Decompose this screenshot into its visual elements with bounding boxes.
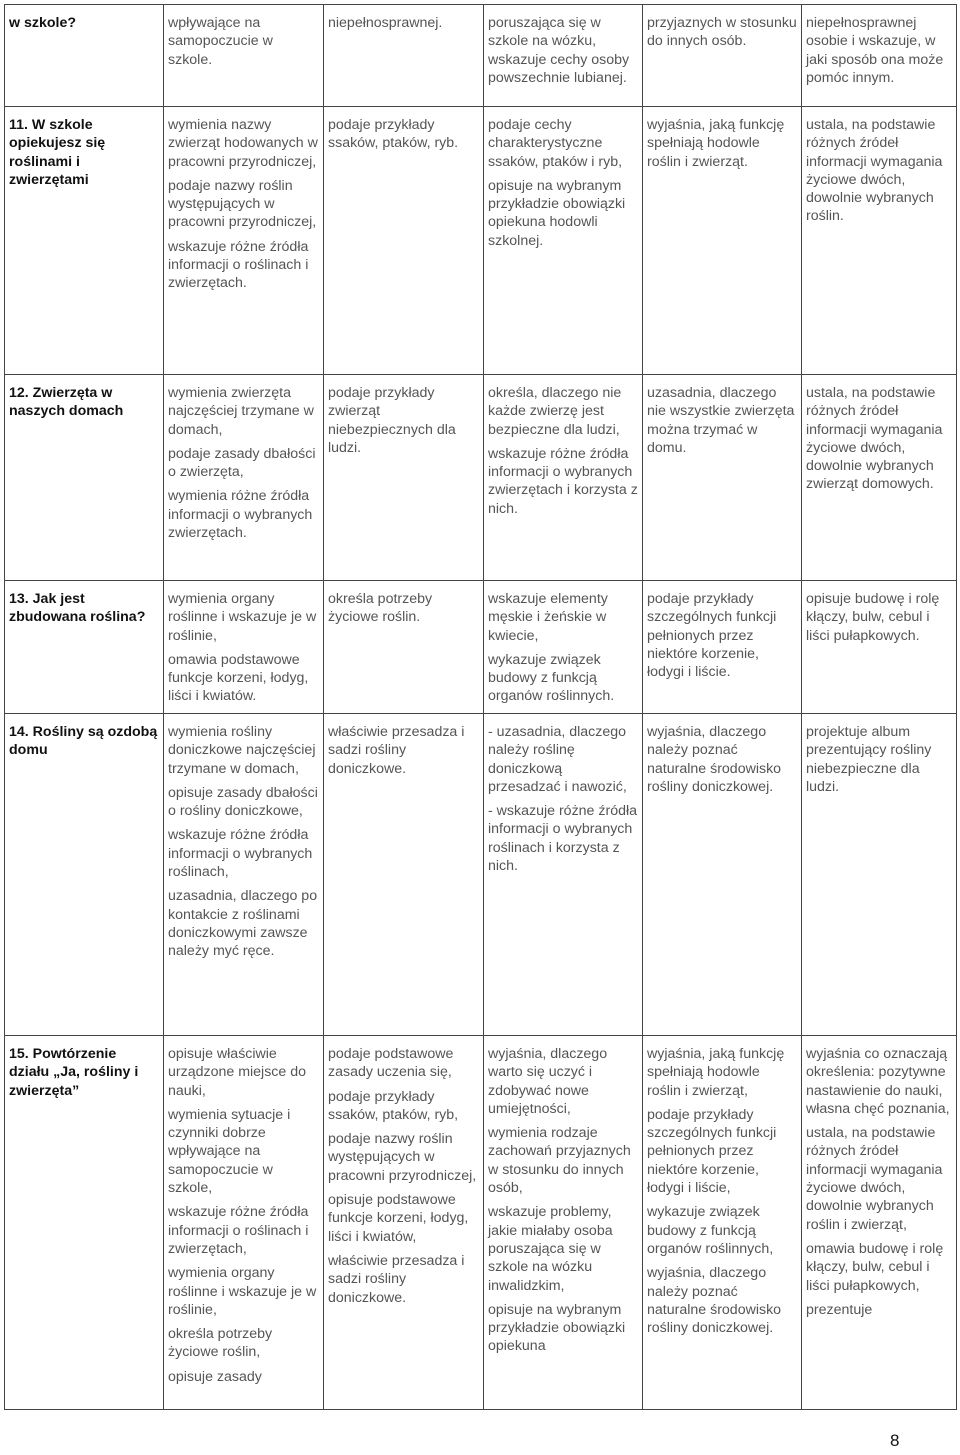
requirement-item: niepełnosprawnej. — [328, 15, 443, 31]
requirement-item: podaje przykłady ssaków, ptaków, ryb, — [328, 1088, 459, 1123]
requirement-item: podaje przykłady szczególnych funkcji pełnionych przez niektóre korzenie, łodygi i liście. — [647, 591, 777, 681]
requirement-cell — [643, 107, 802, 375]
requirement-cell — [324, 714, 484, 1036]
requirement-cell — [802, 714, 957, 1036]
requirement-cell — [484, 375, 643, 581]
requirement-item: opisuje na wybranym przykładzie obowiązki opiekuna — [488, 1301, 626, 1355]
table-row — [5, 5, 957, 107]
requirement-item: wymienia rodzaje zachowań przyjaznych w stosunku do innych osób, — [488, 1125, 631, 1197]
requirement-item: określa potrzeby życiowe roślin. — [328, 591, 433, 626]
requirement-item: omawia podstawowe funkcje korzeni, łodyg, liści i kwiatów. — [168, 651, 309, 705]
requirement-item: wskazuje różne źródła informacji o roślinach i zwierzętach. — [168, 238, 309, 292]
requirement-item: wymienia zwierzęta najczęściej trzymane w domach, — [168, 385, 314, 438]
requirement-item: wskazuje elementy męskie i żeńskie w kwiecie, — [488, 591, 608, 644]
requirement-item: wyjaśnia, dlaczego warto się uczyć i zdobywać nowe umiejętności, — [488, 1046, 608, 1117]
requirement-item: wskazuje różne źródła informacji o wybranych roślinach, — [168, 827, 313, 881]
requirement-item: podaje przykłady zwierząt niebezpiecznych dla ludzi. — [328, 385, 456, 456]
requirement-item: wymienia rośliny doniczkowe najczęściej trzymane w domach, — [168, 724, 316, 777]
requirement-cell — [484, 581, 643, 714]
requirement-item: wyjaśnia co oznaczają określenia: pozytywne nastawienie do nauki, własna chęć poznania, — [806, 1046, 950, 1117]
requirement-cell — [324, 5, 484, 107]
requirement-item: prezentuje — [806, 1301, 873, 1318]
requirement-item: wykazuje związek budowy z funkcją organów roślinnych, — [647, 1204, 774, 1257]
requirement-cell — [802, 107, 957, 375]
requirement-cell — [324, 375, 484, 581]
requirement-item: podaje cechy charakterystyczne ssaków, ptaków i ryb, — [488, 117, 623, 170]
requirement-item: właściwie przesadza i sadzi rośliny doniczkowe. — [328, 724, 465, 777]
requirement-cell — [643, 714, 802, 1036]
requirement-item: podaje przykłady szczególnych funkcji pełnionych przez niektóre korzenie, łodygi i liście, — [647, 1106, 777, 1197]
lesson-topic-cell — [5, 1036, 164, 1410]
lesson-topic: 14. Rośliny są ozdobą domu — [9, 724, 158, 759]
requirement-cell — [802, 5, 957, 107]
requirement-cell — [484, 107, 643, 375]
requirement-item: opisuje podstawowe funkcje korzeni, łodyg, liści i kwiatów, — [328, 1192, 469, 1245]
requirement-item: określa, dlaczego nie każde zwierzę jest bezpieczne dla ludzi, — [488, 385, 622, 438]
requirement-cell — [643, 581, 802, 714]
lesson-topic: 12. Zwierzęta w naszych domach — [9, 385, 124, 420]
requirement-cell — [164, 714, 324, 1036]
requirement-item: wskazuje różne źródła informacji o roślinach i zwierzętach, — [168, 1204, 309, 1257]
requirement-item: wymienia organy roślinne i wskazuje je w roślinie, — [168, 1265, 317, 1318]
requirement-cell — [643, 1036, 802, 1410]
requirement-item: właściwie przesadza i sadzi rośliny doniczkowe. — [328, 1252, 465, 1306]
lesson-topic: 13. Jak jest zbudowana roślina? — [9, 591, 146, 626]
lesson-topic: 15. Powtórzenie działu „Ja, rośliny i zwierzęta” — [9, 1046, 139, 1099]
requirement-item: wpływające na samopoczucie w szkole. — [168, 15, 273, 68]
requirement-item: podaje nazwy roślin występujących w pracowni przyrodniczej, — [168, 177, 317, 231]
requirement-item: wykazuje związek budowy z funkcją organów roślinnych. — [488, 651, 615, 705]
requirement-item: wyjaśnia, jaką funkcję spełniają hodowle roślin i zwierząt. — [647, 117, 785, 170]
requirement-cell — [802, 581, 957, 714]
requirement-item: wymienia nazwy zwierząt hodowanych w pracowni przyrodniczej, — [168, 117, 318, 170]
requirement-item: wyjaśnia, dlaczego należy poznać naturalne środowisko rośliny doniczkowej. — [647, 724, 782, 795]
requirement-item: opisuje właściwie urządzone miejsce do nauki, — [168, 1046, 307, 1099]
requirement-cell — [484, 714, 643, 1036]
requirement-cell — [164, 581, 324, 714]
curriculum-document — [4, 4, 956, 1410]
requirement-cell — [324, 1036, 484, 1410]
requirement-item: opisuje zasady — [168, 1368, 262, 1385]
requirements-table — [4, 4, 957, 1410]
table-row — [5, 581, 957, 714]
table-row — [5, 107, 957, 375]
requirement-item: uzasadnia, dlaczego nie wszystkie zwierzęta można trzymać w domu. — [647, 385, 795, 456]
requirement-cell — [164, 375, 324, 581]
requirement-cell — [324, 581, 484, 714]
lesson-topic-cell — [5, 5, 164, 107]
requirement-cell — [164, 5, 324, 107]
table-row — [5, 1036, 957, 1410]
requirement-cell — [484, 1036, 643, 1410]
requirement-item: opisuje zasady dbałości o rośliny doniczkowe, — [168, 784, 318, 820]
requirement-item: wymienia różne źródła informacji o wybranych zwierzętach. — [168, 488, 313, 542]
requirement-item: - wskazuje różne źródła informacji o wybranych roślinach i korzysta z nich. — [488, 803, 638, 875]
lesson-topic: w szkole? — [9, 15, 77, 31]
lesson-topic-cell — [5, 581, 164, 714]
requirement-item: wskazuje różne źródła informacji o wybranych zwierzętach i korzysta z nich. — [488, 445, 638, 517]
page-number: 8 — [890, 1431, 900, 1450]
requirement-item: niepełnosprawnej osobie i wskazuje, w jaki sposób ona może pomóc innym. — [806, 15, 944, 86]
requirement-item: podaje przykłady ssaków, ptaków, ryb. — [328, 117, 459, 152]
table-body — [5, 5, 957, 1410]
lesson-topic-cell — [5, 375, 164, 581]
requirement-cell — [164, 1036, 324, 1410]
requirement-item: wskazuje problemy, jakie miałaby osoba poruszająca się w szkole na wózku inwalidzkim, — [488, 1204, 613, 1294]
requirement-item: wyjaśnia, jaką funkcję spełniają hodowle roślin i zwierząt, — [647, 1046, 785, 1099]
requirement-cell — [643, 375, 802, 581]
requirement-item: - uzasadnia, dlaczego należy roślinę doniczkową przesadzać i nawozić, — [488, 724, 627, 795]
requirement-item: opisuje na wybranym przykładzie obowiązki opiekuna hodowli szkolnej. — [488, 177, 626, 249]
requirement-item: poruszająca się w szkole na wózku, wskazuje cechy osoby powszechnie lubianej. — [488, 15, 630, 86]
requirement-item: wymienia sytuacje i czynniki dobrze wpływające na samopoczucie w szkole, — [168, 1106, 291, 1197]
requirement-item: uzasadnia, dlaczego po kontakcie z roślinami doniczkowymi zawsze należy myć ręce. — [168, 888, 318, 960]
requirement-item: ustala, na podstawie różnych źródeł informacji wymagania życiowe dwóch, dowolnie wybranych zwierząt domowych. — [806, 385, 943, 493]
requirement-cell — [802, 375, 957, 581]
requirement-cell — [324, 107, 484, 375]
requirement-item: podaje zasady dbałości o zwierzęta, — [168, 445, 316, 481]
requirement-item: omawia budowę i rolę kłączy, bulw, cebul i liści pułapkowych, — [806, 1240, 944, 1294]
requirement-item: opisuje budowę i rolę kłączy, bulw, cebul i liści pułapkowych. — [806, 591, 940, 644]
lesson-topic-cell — [5, 714, 164, 1036]
requirement-item: wyjaśnia, dlaczego należy poznać naturalne środowisko rośliny doniczkowej. — [647, 1265, 782, 1337]
requirement-cell — [643, 5, 802, 107]
requirement-item: ustala, na podstawie różnych źródeł informacji wymagania życiowe dwóch, dowolnie wybranych roślin. — [806, 117, 943, 225]
requirement-item: podaje nazwy roślin występujących w pracowni przyrodniczej, — [328, 1131, 477, 1184]
requirement-item: ustala, na podstawie różnych źródeł informacji wymagania życiowe dwóch, dowolnie wybranych roślin i zwierząt, — [806, 1125, 943, 1233]
table-row — [5, 375, 957, 581]
requirement-item: podaje podstawowe zasady uczenia się, — [328, 1046, 454, 1081]
table-row — [5, 714, 957, 1036]
requirement-item: przyjaznych w stosunku do innych osób. — [647, 15, 797, 50]
requirement-item: projektuje album prezentujący rośliny niebezpieczne dla ludzi. — [806, 724, 932, 795]
lesson-topic-cell — [5, 107, 164, 375]
lesson-topic: 11. W szkole opiekujesz się roślinami i zwierzętami — [9, 117, 106, 188]
requirement-cell — [164, 107, 324, 375]
requirement-cell — [484, 5, 643, 107]
requirement-cell — [802, 1036, 957, 1410]
requirement-item: określa potrzeby życiowe roślin, — [168, 1326, 273, 1361]
requirement-item: wymienia organy roślinne i wskazuje je w roślinie, — [168, 591, 317, 644]
